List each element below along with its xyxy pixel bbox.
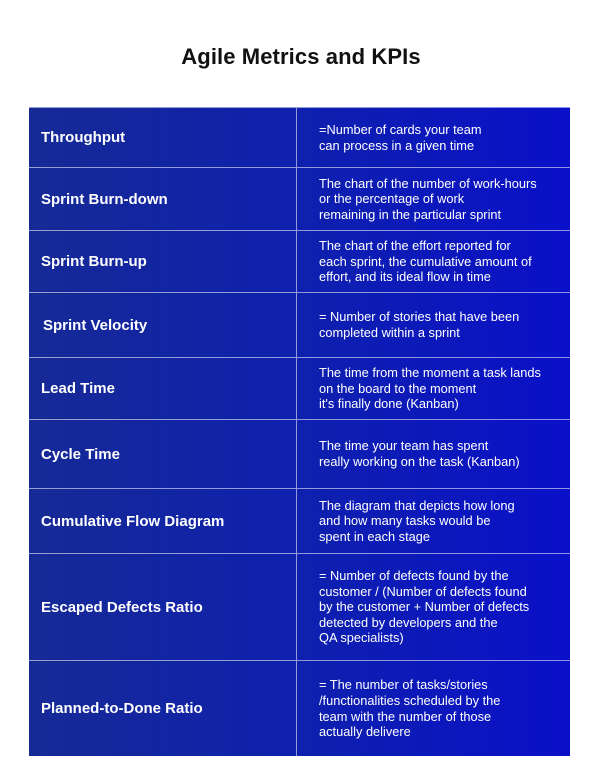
metric-description: The time from the moment a task lands on the board to the moment it's finally done (Kanban)	[319, 365, 541, 412]
table-row	[29, 489, 570, 554]
metric-description: The diagram that depicts how long and how many tasks would be spent in each stage	[319, 497, 515, 544]
metric-name: Sprint Burn-up	[29, 231, 297, 292]
metric-description: = The number of tasks/stories /functionalities scheduled by the team with the number of those actually delivere	[319, 677, 501, 740]
table-row	[29, 358, 570, 420]
metric-description: = Number of stories that have been completed within a sprint	[319, 309, 520, 340]
table-row	[29, 108, 570, 168]
metric-description: =Number of cards your team can process in a given time	[319, 121, 482, 153]
metric-name: Cumulative Flow Diagram	[29, 489, 297, 553]
metric-description: = Number of defects found by the customer / (Number of defects found by the customer + Number of defects detected by developers and the QA specialists)	[319, 568, 530, 646]
metrics-table	[29, 107, 570, 756]
metric-description: The chart of the number of work-hours or the percentage of work remaining in the particular sprint	[319, 175, 537, 222]
metric-description: The chart of the effort reported for each sprint, the cumulative amount of effort, and its ideal flow in time	[319, 238, 532, 285]
table-row	[29, 420, 570, 489]
page-title: Agile Metrics and KPIs	[181, 44, 421, 69]
metric-name: Sprint Velocity	[29, 293, 297, 357]
metric-name: Throughput	[29, 108, 297, 167]
table-row	[29, 293, 570, 358]
metric-name: Planned-to-Done Ratio	[29, 661, 297, 756]
table-row	[29, 554, 570, 661]
table-row	[29, 661, 570, 756]
metric-name: Sprint Burn-down	[29, 168, 297, 230]
metric-name: Escaped Defects Ratio	[29, 554, 297, 660]
table-row	[29, 168, 570, 231]
metric-description: The time your team has spent really working on the task (Kanban)	[319, 438, 520, 469]
table-row	[29, 231, 570, 293]
metric-name: Lead Time	[29, 358, 297, 419]
metric-name: Cycle Time	[29, 420, 297, 488]
